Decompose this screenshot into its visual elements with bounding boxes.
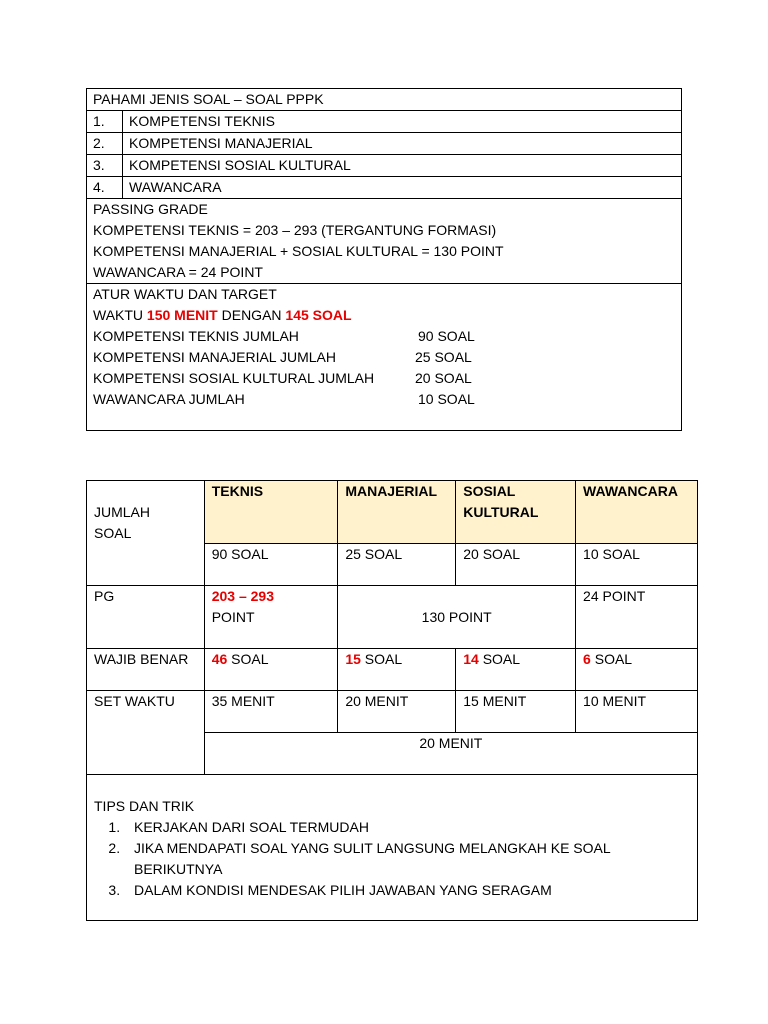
waktu-row-label: KOMPETENSI TEKNIS JUMLAH: [93, 328, 299, 344]
set-waktu-label: SET WAKTU: [87, 691, 205, 775]
item-number: 3.: [87, 155, 123, 177]
wajib-unit: SOAL: [227, 651, 269, 667]
waktu-row-label: KOMPETENSI SOSIAL KULTURAL JUMLAH: [93, 370, 375, 386]
tips-list: [94, 817, 690, 901]
jumlah-label-line: JUMLAH: [94, 504, 151, 520]
item-number: 4.: [87, 177, 123, 199]
list-item: 1. KERJAKAN DARI SOAL TERMUDAH: [124, 817, 690, 838]
list-item: 2. JIKA MENDAPATI SOAL YANG SULIT LANGSUNG MELANGKAH KE SOAL BERIKUTNYA: [124, 838, 690, 880]
wajib-number: 15: [345, 651, 361, 667]
passing-grade-heading: PASSING GRADE: [93, 201, 208, 217]
jenis-soal-table: [86, 88, 682, 431]
atur-waktu-section: [87, 284, 682, 431]
waktu-row-value: 10 SOAL: [418, 391, 475, 407]
pg-teknis-unit: POINT: [211, 609, 255, 625]
set-waktu-sosial-kultural: 15 MENIT: [456, 691, 576, 733]
waktu-row-value: 25 SOAL: [415, 349, 472, 365]
pg-teknis-value: 203 – 293: [211, 588, 275, 604]
table-row: [87, 177, 682, 199]
atur-waktu-heading: ATUR WAKTU DAN TARGET: [93, 286, 277, 302]
wajib-teknis: [204, 649, 338, 691]
item-number: 2.: [87, 133, 123, 155]
pg-label: PG: [87, 586, 205, 649]
waktu-summary: [93, 305, 675, 326]
item-label: KOMPETENSI TEKNIS: [123, 111, 682, 133]
jumlah-soal-label: [87, 481, 205, 586]
waktu-total-time: 150 MENIT: [146, 307, 218, 323]
wajib-wawancara: [576, 649, 698, 691]
target-table: [86, 480, 698, 921]
waktu-row: [93, 368, 675, 389]
wajib-unit: SOAL: [590, 651, 633, 667]
passing-grade-line: WAWANCARA = 24 POINT: [93, 264, 263, 280]
wajib-manajerial: [338, 649, 456, 691]
soal-manajerial: 25 SOAL: [338, 544, 456, 586]
wajib-number: 46: [211, 651, 228, 667]
waktu-row-label: WAWANCARA JUMLAH: [93, 391, 245, 407]
table-row: [87, 155, 682, 177]
set-waktu-teknis: 35 MENIT: [204, 691, 338, 733]
waktu-row-value: 90 SOAL: [418, 328, 475, 344]
soal-sosial-kultural: 20 SOAL: [456, 544, 576, 586]
wajib-number: 14: [463, 651, 479, 667]
item-label: KOMPETENSI MANAJERIAL: [123, 133, 682, 155]
waktu-row-label: KOMPETENSI MANAJERIAL JUMLAH: [93, 349, 336, 365]
wajib-sosial-kultural: [456, 649, 576, 691]
header-wawancara: WAWANCARA: [576, 481, 698, 544]
pg-manajerial-sosial: 130 POINT: [338, 586, 576, 649]
soal-wawancara: 10 SOAL: [576, 544, 698, 586]
passing-grade-line: KOMPETENSI TEKNIS = 203 – 293 (TERGANTUNG FORMASI): [93, 222, 497, 238]
item-number: 1.: [87, 111, 123, 133]
waktu-row: [93, 326, 675, 347]
waktu-row: [93, 389, 675, 410]
wajib-benar-label: WAJIB BENAR: [87, 649, 205, 691]
table-title: PAHAMI JENIS SOAL – SOAL PPPK: [87, 89, 682, 111]
soal-teknis: 90 SOAL: [204, 544, 338, 586]
waktu-row-value: 20 SOAL: [415, 370, 472, 386]
wajib-unit: SOAL: [478, 651, 521, 667]
list-item: 3. DALAM KONDISI MENDESAK PILIH JAWABAN YANG SERAGAM: [124, 880, 690, 901]
jumlah-label-line: SOAL: [94, 525, 132, 541]
waktu-mid: DENGAN: [217, 307, 286, 323]
item-label: KOMPETENSI SOSIAL KULTURAL: [123, 155, 682, 177]
wajib-number: 6: [583, 651, 591, 667]
table-row: [87, 111, 682, 133]
set-waktu-manajerial: 20 MENIT: [338, 691, 456, 733]
header-manajerial: MANAJERIAL: [338, 481, 456, 544]
wajib-unit: SOAL: [360, 651, 403, 667]
tips-heading: TIPS DAN TRIK: [94, 798, 195, 814]
waktu-row: [93, 347, 675, 368]
header-sosial-kultural: SOSIAL KULTURAL: [456, 481, 576, 544]
set-waktu-extra: 20 MENIT: [204, 733, 697, 775]
set-waktu-wawancara: 10 MENIT: [576, 691, 698, 733]
item-label: WAWANCARA: [123, 177, 682, 199]
tips-section: [87, 775, 698, 921]
passing-grade-line: KOMPETENSI MANAJERIAL + SOSIAL KULTURAL = 130 POINT: [93, 243, 504, 259]
waktu-total-count: 145 SOAL: [285, 307, 352, 323]
passing-grade-section: [87, 199, 682, 284]
waktu-prefix: WAKTU: [93, 307, 147, 323]
header-teknis: TEKNIS: [204, 481, 338, 544]
pg-teknis: [204, 586, 338, 649]
pg-wawancara: 24 POINT: [576, 586, 698, 649]
table-row: [87, 133, 682, 155]
